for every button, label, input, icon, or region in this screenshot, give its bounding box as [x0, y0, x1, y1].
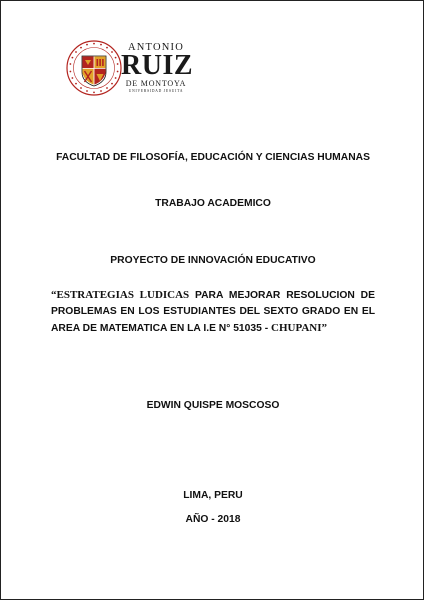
logo-line-2: RUIZ [121, 50, 194, 81]
location: LIMA, PERU [183, 490, 243, 501]
university-seal-icon [65, 39, 123, 97]
faculty-name: FACULTAD DE FILOSOFÍA, EDUCACIÓN Y CIENCIAS HUMANAS [56, 152, 370, 163]
university-wordmark [121, 42, 194, 94]
year: AÑO - 2018 [185, 514, 241, 525]
project-title [51, 287, 375, 337]
project-type: PROYECTO DE INNOVACIÓN EDUCATIVO [110, 255, 316, 266]
logo-line-1: ANTONIO [127, 42, 185, 53]
document-type: TRABAJO ACADEMICO [155, 198, 271, 209]
author-name: EDWIN QUISPE MOSCOSO [146, 400, 280, 411]
logo-line-3: DE MONTOYA [125, 79, 187, 88]
title-part-3: CHUPANI” [271, 322, 328, 334]
title-part-1: “ESTRATEGIAS LUDICAS [51, 289, 190, 301]
university-logo [65, 39, 193, 101]
title-part-2: PARA MEJORAR RESOLUCION DE PROBLEMAS EN LOS ESTUDIANTES DEL SEXTO GRADO EN EL AREA DE MATEMATICA EN LA I.E N° 51035 - [51, 290, 375, 334]
logo-tagline: UNIVERSIDAD JESUITA [128, 89, 184, 93]
